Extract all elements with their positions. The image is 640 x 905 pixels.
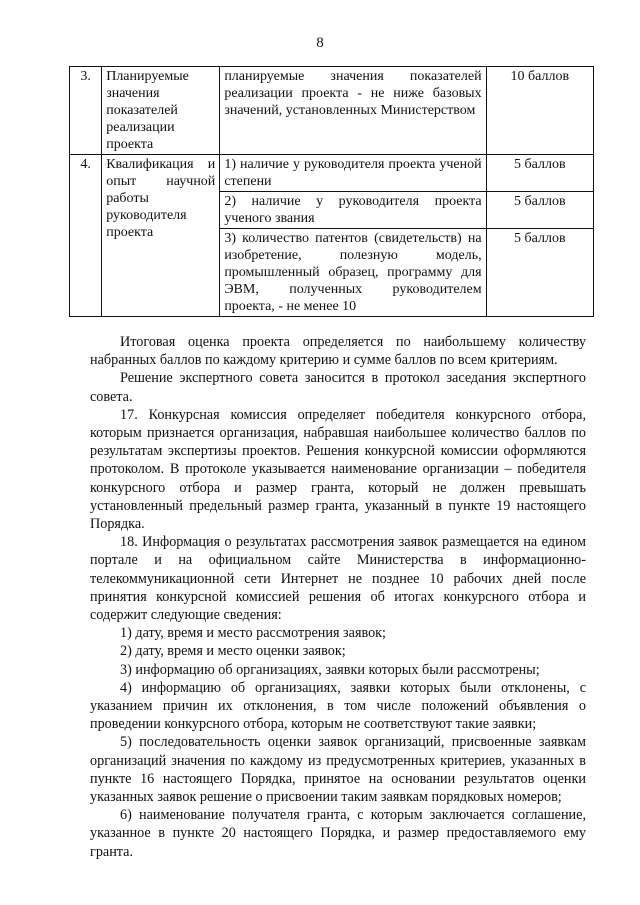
paragraph: 17. Конкурсная комиссия определяет победителя конкурсного отбора, которым признается организация, набравшая наибольшее количество баллов по результатам экспертизы проектов. Решения конкурсной комиссии оформляются протоколом. В протоколе указывается наименование организации – победителя конкурсного отбора и размер гранта, который не должен превышать установленный предельный размер гранта, указанный в пункте 19 настоящего Порядка. xyxy=(90,406,586,533)
paragraph: Итоговая оценка проекта определяется по наибольшему количеству набранных баллов по каждому критерию и сумме баллов по всем критериям. xyxy=(90,334,586,369)
criterion-score: 5 баллов xyxy=(486,155,593,192)
list-item: 6) наименование получателя гранта, с которым заключается соглашение, указанное в пункте 20 настоящего Порядка, и размер предоставляемого ему гранта. xyxy=(90,807,586,860)
criterion-score: 5 баллов xyxy=(486,229,593,317)
criterion-name: Квалификация и опыт научной работы руководителя проекта xyxy=(102,155,220,317)
paragraph: Решение экспертного совета заносится в протокол заседания экспертного совета. xyxy=(90,370,586,405)
list-item: 3) информацию об организациях, заявки которых были рассмотрены; xyxy=(120,661,540,678)
criterion-score: 5 баллов xyxy=(486,192,593,229)
criteria-table xyxy=(69,66,594,317)
criterion-score: 10 баллов xyxy=(486,67,593,155)
page-number: 8 xyxy=(316,35,324,51)
list-item: 2) дату, время и место оценки заявок; xyxy=(120,643,346,660)
criterion-description: 2) наличие у руководителя проекта ученого звания xyxy=(220,192,486,229)
criterion-name: Планируемые значения показателей реализации проекта xyxy=(102,67,220,155)
criterion-description: 1) наличие у руководителя проекта ученой степени xyxy=(220,155,486,192)
list-item: 4) информацию об организациях, заявки которых были отклонены, с указанием причин их отклонения, в том числе положений объявления о проведении конкурсного отбора, которым не соответствуют такие заявки; xyxy=(90,679,586,733)
body-text xyxy=(90,333,586,861)
list-item: 5) последовательность оценки заявок организаций, присвоенные заявкам организаций значения по каждому из предусмотренных критериев, указанных в пункте 16 настоящего Порядка, принятое на основании результатов оценки указанных заявок решение о присвоении таким заявкам порядковых номеров; xyxy=(90,734,586,806)
paragraph: 18. Информация о результатах рассмотрения заявок размещается на едином портале и на официальном сайте Министерства в информационно-телекоммуникационной сети Интернет не позднее 10 рабочих дней после принятия конкурсной комиссией решения об итогах конкурсного отбора и содержит следующие сведения: xyxy=(90,534,586,624)
table-row xyxy=(70,67,594,155)
criterion-description: планируемые значения показателей реализации проекта - не ниже базовых значений, установленных Министерством xyxy=(220,67,486,155)
criterion-description: 3) количество патентов (свидетельств) на изобретение, полезную модель, промышленный образец, программу для ЭВМ, полученных руководителем проекта, - не менее 10 xyxy=(220,229,486,317)
table-row xyxy=(70,155,594,192)
criterion-number: 3. xyxy=(70,67,102,155)
criterion-number: 4. xyxy=(70,155,102,317)
list-item: 1) дату, время и место рассмотрения заявок; xyxy=(120,625,387,642)
